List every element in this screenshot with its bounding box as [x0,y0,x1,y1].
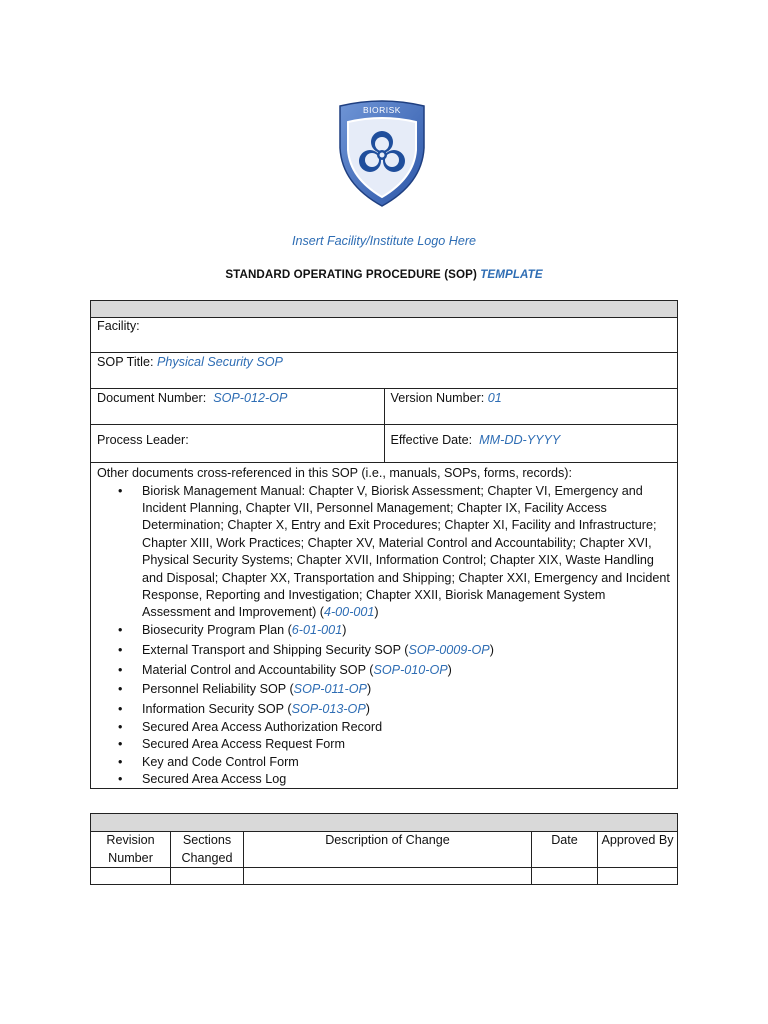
list-item: • Secured Area Access Log [142,771,671,788]
cross-reference-row [91,463,678,789]
list-item: • Personnel Reliability SOP (SOP-011-OP) [142,681,671,698]
document-number-row [91,389,678,425]
process-leader-row [91,425,678,463]
document-number-label: Document Number: [97,391,207,405]
revision-history-table [90,813,678,885]
date-header: Date [532,832,598,868]
biorisk-shield-logo [332,98,432,210]
facility-row [91,318,678,353]
sections-changed-header: Sections Changed [171,832,244,868]
version-number-value: 01 [487,391,502,405]
revision-cell[interactable] [91,868,171,885]
document-title [0,268,768,281]
logo-placeholder-caption: Insert Facility/Institute Logo Here [291,234,477,248]
list-item: • Biorisk Management Manual: Chapter V, Biorisk Assessment; Chapter VI, Emergency and Incident Planning, Chapter VII, Personnel Management; Chapter IX, Facility Access Determination; Chapter X, Entry and Exit Procedures; Chapter XI, Facility and Infrastructure; Chapter XIII, Work Practices; Chapter XV, Material Control and Accountability; Chapter XVI, Physical Security Systems; Chapter XVII, Information Control; Chapter XIX, Waste Handling and Disposal; Chapter XX, Transportation and Shipping; Chapter XXI, Emergency and Incident Response, Reporting and Investigation; Chapter XXII, Biorisk Management System Assessment and Improvement) (4-00-001) [142,483,671,622]
list-item: • Biosecurity Program Plan (6-01-001) [142,622,671,639]
document-number-value: SOP-012-OP [213,391,288,405]
effective-date-label: Effective Date: [390,433,473,447]
shield-label: BIORISK [363,105,401,115]
approved-cell[interactable] [598,868,678,885]
cross-reference-intro: Other documents cross-referenced in this SOP (i.e., manuals, SOPs, forms, records): [97,466,573,480]
sections-cell[interactable] [171,868,244,885]
process-leader-label: Process Leader: [97,433,189,447]
title-suffix: TEMPLATE [480,268,543,281]
list-item: • External Transport and Shipping Security SOP (SOP-0009-OP) [142,642,671,659]
sop-title-row [91,353,678,389]
effective-date-value: MM-DD-YYYY [479,433,561,447]
facility-label: Facility: [97,319,140,333]
list-item: • Information Security SOP (SOP-013-OP) [142,701,671,718]
table-header-row [91,814,678,832]
title-main: STANDARD OPERATING PROCEDURE (SOP) [225,268,477,281]
cross-reference-list [97,483,671,789]
table-header-row [91,301,678,318]
description-header: Description of Change [244,832,532,868]
list-item: • Secured Area Access Authorization Record [142,719,671,736]
approved-by-header: Approved By [598,832,678,868]
list-item: • Key and Code Control Form [142,754,671,771]
sop-title-value: Physical Security SOP [156,355,283,369]
sop-info-table [90,300,678,789]
list-item: • Material Control and Accountability SOP (SOP-010-OP) [142,662,671,679]
column-header-row [91,832,678,868]
description-cell[interactable] [244,868,532,885]
list-item: • Secured Area Access Request Form [142,736,671,753]
version-number-label: Version Number: [390,391,485,405]
sop-title-label: SOP Title: [97,355,154,369]
date-cell[interactable] [532,868,598,885]
table-row [91,868,678,885]
revision-number-header: Revision Number [91,832,171,868]
